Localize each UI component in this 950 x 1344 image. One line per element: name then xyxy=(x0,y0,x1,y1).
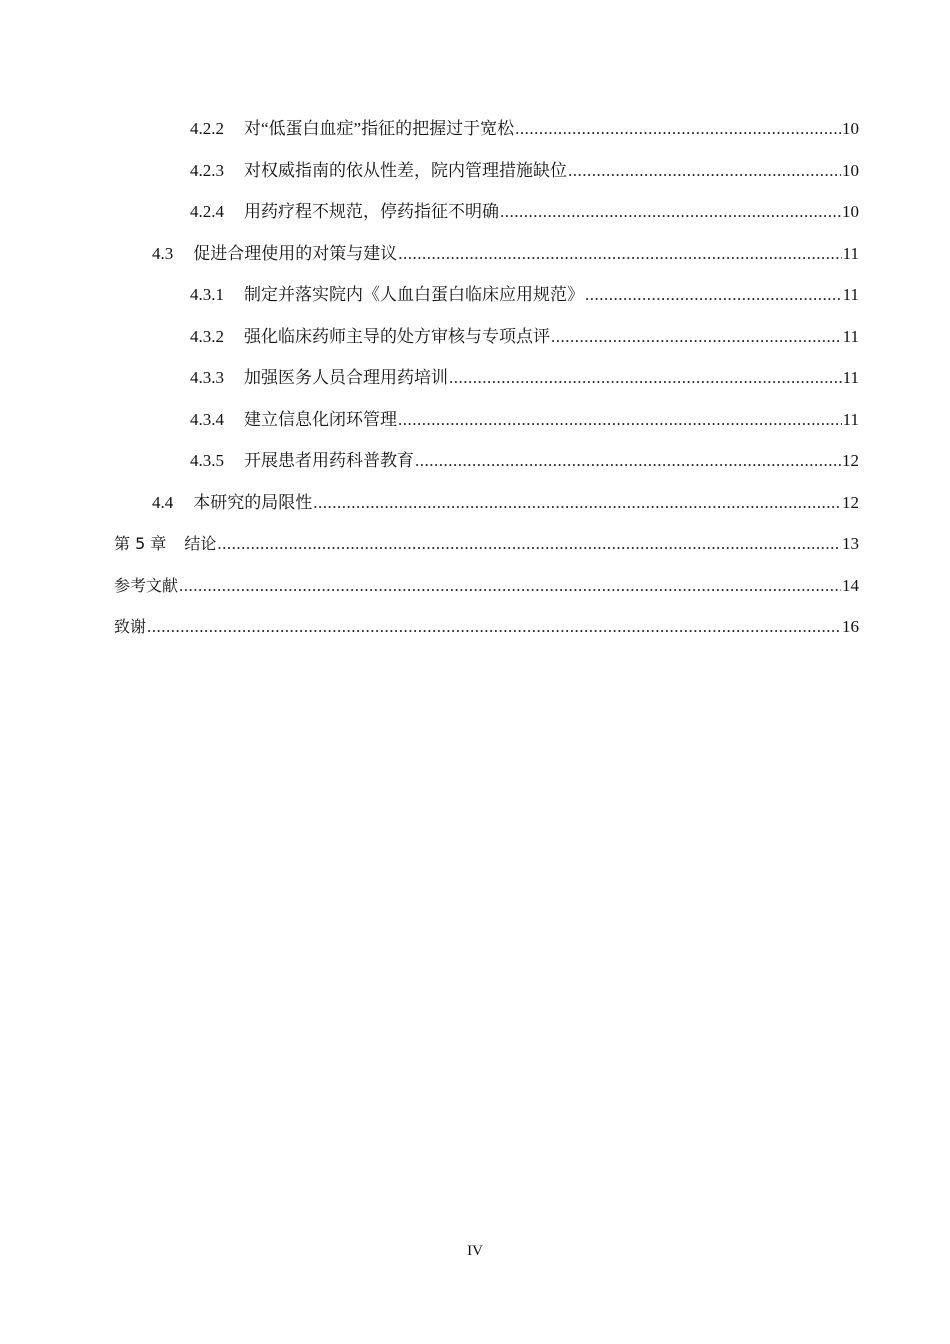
toc-entry-title: 结论 xyxy=(184,534,217,553)
toc-entry-number: 4.3.2 xyxy=(190,326,224,346)
toc-entry-number: 第 5 章 xyxy=(114,534,167,553)
toc-entry-title: 开展患者用药科普教育 xyxy=(244,451,414,470)
toc-entry-page: 11 xyxy=(842,368,859,387)
toc-entry-references[interactable] xyxy=(114,569,859,611)
toc-entry-title: 对“低蛋白血症”指征的把握过于宽松 xyxy=(244,119,515,138)
toc-entry-page: 13 xyxy=(842,534,859,553)
toc-dot-leader xyxy=(449,361,842,395)
toc-entry-number: 4.4 xyxy=(152,492,174,512)
toc-entry-page: 12 xyxy=(842,451,859,470)
toc-entry-page: 11 xyxy=(842,285,859,304)
page-number: IV xyxy=(467,1243,483,1259)
toc-entry-title: 对权威指南的依从性差，院内管理措施缺位 xyxy=(244,160,567,180)
toc-entry-chapter-5[interactable] xyxy=(114,527,859,569)
toc-entry-page: 10 xyxy=(842,202,859,221)
toc-entry-page: 12 xyxy=(842,492,859,512)
toc-entry-4-3[interactable] xyxy=(114,237,859,279)
toc-dot-leader xyxy=(398,237,841,271)
toc-entry-number: 4.2.3 xyxy=(190,160,224,180)
toc-entry-number: 4.3.3 xyxy=(190,368,224,387)
toc-entry-4-3-1[interactable] xyxy=(114,278,859,320)
toc-entry-page: 11 xyxy=(842,326,859,346)
toc-entry-4-3-5[interactable] xyxy=(114,444,859,486)
toc-dot-leader xyxy=(551,320,842,354)
toc-entry-title: 强化临床药师主导的处方审核与专项点评 xyxy=(244,326,550,346)
toc-entry-4-3-3[interactable] xyxy=(114,361,859,403)
toc-entry-4-3-2[interactable] xyxy=(114,320,859,362)
toc-dot-leader xyxy=(398,403,842,437)
toc-entry-4-4[interactable] xyxy=(114,486,859,528)
toc-entry-number: 4.3 xyxy=(152,243,174,263)
toc-entry-acknowledgements[interactable] xyxy=(114,610,859,652)
toc-entry-title: 加强医务人员合理用药培训 xyxy=(244,368,448,387)
toc-entry-page: 11 xyxy=(842,243,859,263)
toc-entry-4-2-4[interactable] xyxy=(114,195,859,237)
toc-entry-title: 致谢 xyxy=(114,617,147,636)
toc-entry-title: 用药疗程不规范，停药指征不明确 xyxy=(244,202,499,221)
toc-dot-leader xyxy=(500,195,841,229)
toc-entry-4-3-4[interactable] xyxy=(114,403,859,445)
table-of-contents xyxy=(114,112,859,652)
toc-dot-leader xyxy=(217,527,841,561)
toc-entry-number: 4.3.5 xyxy=(190,451,224,470)
toc-entry-title: 制定并落实院内《人血白蛋白临床应用规范》 xyxy=(244,285,584,304)
toc-entry-page: 11 xyxy=(842,409,859,429)
toc-dot-leader xyxy=(415,444,841,478)
toc-entry-number: 4.2.2 xyxy=(190,119,224,138)
toc-entry-title: 本研究的局限性 xyxy=(193,492,313,512)
toc-dot-leader xyxy=(585,278,842,312)
toc-entry-page: 10 xyxy=(842,119,859,138)
toc-dot-leader xyxy=(147,610,841,644)
toc-entry-4-2-3[interactable] xyxy=(114,154,859,196)
toc-entry-title: 参考文献 xyxy=(114,575,179,595)
toc-entry-page: 14 xyxy=(842,575,859,595)
toc-entry-4-2-2[interactable] xyxy=(114,112,859,154)
toc-entry-page: 16 xyxy=(842,617,859,636)
toc-entry-number: 4.3.4 xyxy=(190,409,224,429)
toc-entry-number: 4.3.1 xyxy=(190,285,224,304)
toc-dot-leader xyxy=(313,486,841,520)
toc-entry-page: 10 xyxy=(842,160,859,180)
toc-entry-title: 促进合理使用的对策与建议 xyxy=(193,243,398,263)
toc-dot-leader xyxy=(515,112,841,146)
toc-entry-number: 4.2.4 xyxy=(190,202,224,221)
toc-dot-leader xyxy=(179,569,841,603)
toc-dot-leader xyxy=(568,154,841,188)
toc-entry-title: 建立信息化闭环管理 xyxy=(244,409,397,429)
